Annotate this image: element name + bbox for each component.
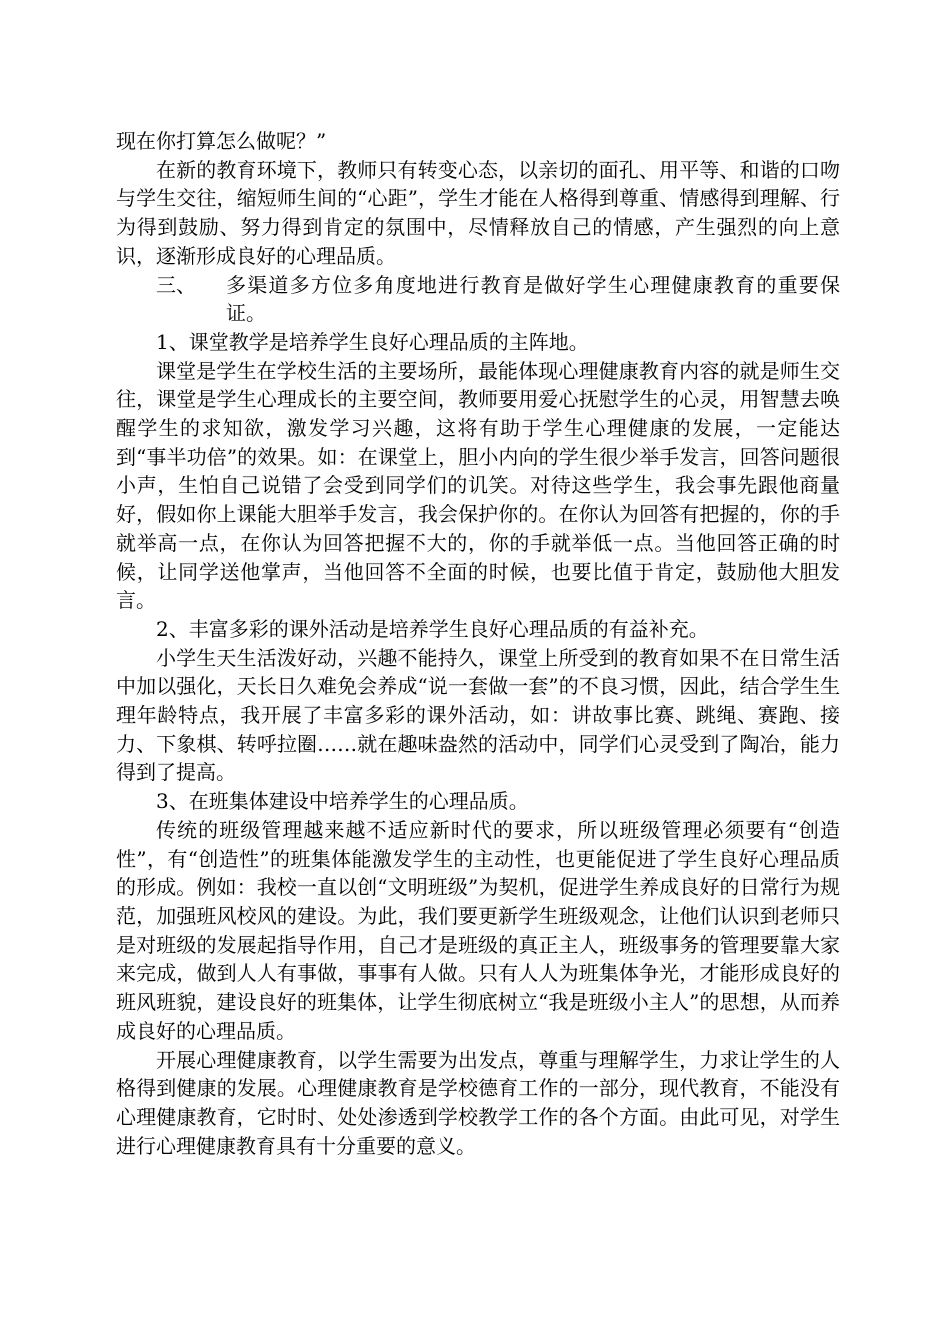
paragraph-class-building: 传统的班级管理越来越不适应新时代的要求，所以班级管理必须要有“创造性”，有“创造性”的班集体能激发学生的主动性，也更能促进了学生良好心理品质的形成。例如：我校一直以创“文明班级”为契机，促进学生养成良好的日常行为规范，加强班风校风的建设。为此，我们要更新学生班级观念，让他们认识到老师只是对班级的发展起指导作用，自己才是班级的真正主人，班级事务的管理要靠大家来完成，做到人人有事做，事事有人做。只有人人为班集体争光，才能形成良好的班风班貌，建设良好的班集体，让学生彻底树立“我是班级小主人”的思想，从而养成良好的心理品质。 <box>116 817 840 1043</box>
section-heading-text: 多渠道多方位多角度地进行教育是做好学生心理健康教育的重要保证。 <box>226 272 840 326</box>
paragraph-activities: 小学生天生活泼好动，兴趣不能持久，课堂上所受到的教育如果不在日常生活中加以强化，天长日久难免会养成“说一套做一套”的不良习惯，因此，结合学生生理年龄特点，我开展了丰富多彩的课外活动，如：讲故事比赛、跳绳、赛跑、接力、下象棋、转呼拉圈……就在趣味盎然的活动中，同学们心灵受到了陶冶，能力得到了提高。 <box>116 645 840 785</box>
document-body <box>116 127 840 1160</box>
paragraph-conclusion: 开展心理健康教育，以学生需要为出发点，尊重与理解学生，力求让学生的人格得到健康的发展。心理健康教育是学校德育工作的一部分，现代教育，不能没有心理健康教育，它时时、处处渗透到学校教学工作的各个方面。由此可见，对学生进行心理健康教育具有十分重要的意义。 <box>116 1047 840 1158</box>
subheading-classroom: 1、课堂教学是培养学生良好心理品质的主阵地。 <box>156 329 589 354</box>
section-heading <box>116 271 840 328</box>
paragraph-classroom: 课堂是学生在学校生活的主要场所，最能体现心理健康教育内容的就是师生交往，课堂是学生心理成长的主要空间，教师要用爱心抚慰学生的心灵，用智慧去唤醒学生的求知欲，激发学习兴趣，这将有助于学生心理健康的发展，一定能达到“事半功倍”的效果。如：在课堂上，胆小内向的学生很少举手发言，回答问题很小声，生怕自己说错了会受到同学们的讥笑。对待这些学生，我会事先跟他商量好，假如你上课能大胆举手发言，我会保护你的。在你认为回答有把握的，你的手就举高一点，在你认为回答把握不大的，你的手就举低一点。当他回答正确的时候，让同学送他掌声，当他回答不全面的时候，也要比值于肯定，鼓励他大胆发言。 <box>116 358 840 613</box>
subheading-activities: 2、丰富多彩的课外活动是培养学生良好心理品质的有益补充。 <box>156 616 709 641</box>
paragraph-new-environment: 在新的教育环境下，教师只有转变心态，以亲切的面孔、用平等、和谐的口吻与学生交往，缩短师生间的“心距”，学生才能在人格得到尊重、情感得到理解、行为得到鼓励、努力得到肯定的氛围中，尽情释放自己的情感，产生强烈的向上意识，逐渐形成良好的心理品质。 <box>116 157 840 268</box>
paragraph-continuation: 现在你打算怎么做呢？” <box>116 129 327 153</box>
section-heading-number: 三、 <box>156 272 196 297</box>
subheading-class-building: 3、在班集体建设中培养学生的心理品质。 <box>156 789 529 814</box>
